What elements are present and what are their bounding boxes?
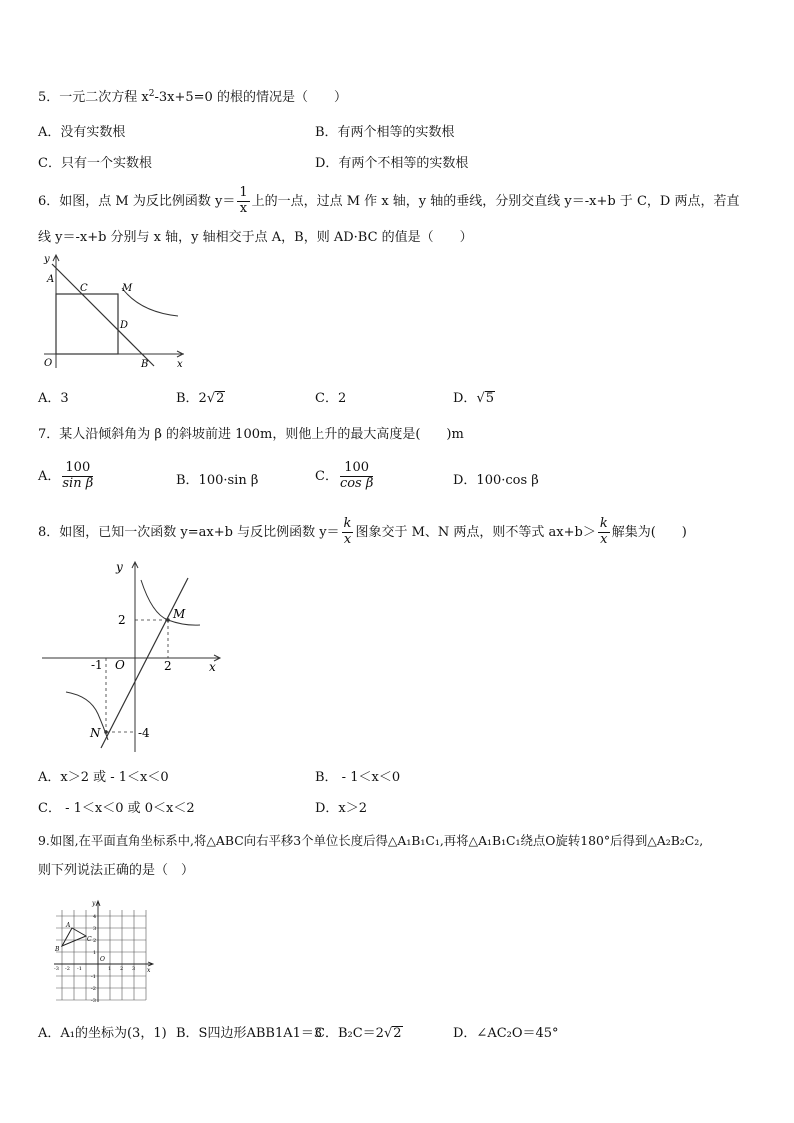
- svg-text:-1: -1: [91, 974, 96, 980]
- q9-option-d: D．∠AC₂O＝45°: [453, 1026, 559, 1041]
- q8-option-a: A．x＞2 或 - 1＜x＜0: [38, 770, 169, 785]
- q9-stem-line1: 9.如图,在平面直角坐标系中,将△ABC向右平移3个单位长度后得△A₁B₁C₁,再将△A₁B₁C₁绕点O旋转180°后得到△A₂B₂C₂,: [38, 833, 704, 848]
- q7-option-a: A． $\frac{100}{\text{sin β}}$: [38, 460, 94, 491]
- svg-text:1: 1: [108, 966, 112, 972]
- q8-label-o: O: [115, 658, 125, 672]
- svg-text:4: 4: [93, 914, 97, 920]
- q9-label-c: C: [87, 936, 92, 943]
- q6-option-c: C．2: [315, 391, 347, 406]
- q7-option-c: C． $\frac{100}{\text{cos β}}$: [315, 460, 374, 491]
- q6-label-a: A: [47, 274, 55, 285]
- q6-stem: 6．如图，点 M 为反比例函数 y＝ $\frac{1}{x}$ 上的一点，过点 M 作 x 轴，y 轴的垂线，分别交直线 y＝-x+b 于 C，D 两点，若直: [38, 185, 740, 216]
- q6-label-c: C: [80, 283, 88, 294]
- q9-x-ticks: [54, 966, 135, 972]
- svg-text:3: 3: [132, 966, 136, 972]
- q8-hyperbola-upper: [141, 580, 200, 625]
- svg-text:-3: -3: [91, 998, 96, 1004]
- q9-label-y: y: [92, 900, 96, 907]
- q8-label-2y: 2: [118, 613, 126, 627]
- q7-stem: 7．某人沿倾斜角为 β 的斜坡前进 100m，则他上升的最大高度是( )m: [38, 427, 464, 442]
- svg-text:3: 3: [93, 926, 97, 932]
- q6-label-o: O: [44, 358, 53, 369]
- q6-line-ab: [52, 264, 154, 366]
- q8-label-x: x: [209, 660, 216, 674]
- q9-label-x: x: [147, 967, 151, 974]
- q6-label-b: B: [141, 359, 149, 370]
- q5-option-d: D．有两个不相等的实数根: [315, 156, 469, 171]
- q6-label-m: M: [122, 283, 133, 294]
- q8-point-m: [166, 618, 170, 622]
- q8-label-m: M: [173, 607, 186, 621]
- svg-text:-2: -2: [65, 966, 70, 972]
- q9-figure: [50, 896, 156, 1006]
- q6-fraction: $\frac{1}{x}$: [239, 185, 248, 216]
- svg-text:-1: -1: [77, 966, 82, 972]
- svg-text:-2: -2: [91, 986, 96, 992]
- q9-y-ticks: [91, 914, 96, 1004]
- q6-label-d: D: [120, 320, 129, 331]
- q8-point-n: [104, 730, 108, 734]
- q5-option-a: A．没有实数根: [38, 125, 126, 140]
- q8-label-n: N: [90, 726, 101, 740]
- q5-option-b: B．有两个相等的实数根: [315, 125, 455, 140]
- q6-figure: [36, 250, 186, 374]
- q9-stem-line2: 则下列说法正确的是（ ）: [38, 863, 195, 878]
- svg-text:2: 2: [120, 966, 124, 972]
- q8-label-y: y: [116, 560, 123, 574]
- sqrt-icon: √: [383, 1026, 393, 1041]
- q8-label-neg4: -4: [138, 726, 150, 740]
- q9-label-a: A: [66, 922, 71, 929]
- svg-text:1: 1: [93, 950, 97, 956]
- q8-axes: [42, 562, 220, 752]
- q6-option-d: D．√5: [453, 391, 495, 406]
- q6-option-a: A．3: [38, 391, 69, 406]
- q5-stem: 5．一元二次方程 $x^2-3x+5=0$ 的根的情况是（ ）: [38, 89, 347, 105]
- q6-label-y: y: [44, 254, 50, 265]
- sqrt-icon: √: [206, 391, 216, 406]
- q8-stem: 8．如图，已知一次函数 y=ax+b 与反比例函数 y＝ $\frac{k}{x}$ 图象交于 M、N 两点，则不等式 ax+b＞ $\frac{k}{x}$ 解集为( ): [38, 516, 687, 547]
- q6-option-b: B．2√2: [176, 391, 225, 406]
- q7-option-d: D．100·cos β: [453, 473, 539, 488]
- q8-dashed-guides: [106, 620, 168, 732]
- q6-label-x: x: [177, 359, 183, 370]
- svg-text:-3: -3: [54, 966, 59, 972]
- q8-label-neg1: -1: [91, 658, 103, 672]
- q7-option-b: B．100·sin β: [176, 473, 259, 488]
- q8-option-d: D．x＞2: [315, 801, 368, 816]
- q8-option-c: C． - 1＜x＜0 或 0＜x＜2: [38, 801, 195, 816]
- q8-hyperbola-lower: [66, 692, 108, 740]
- q8-label-2x: 2: [164, 659, 172, 673]
- q9-option-c: C．B₂C＝2√2: [315, 1026, 402, 1041]
- q5-option-c: C．只有一个实数根: [38, 156, 152, 171]
- q9-label-b: B: [55, 946, 60, 953]
- q8-option-b: B． - 1＜x＜0: [315, 770, 401, 785]
- svg-text:2: 2: [93, 938, 97, 944]
- sqrt-icon: √: [476, 391, 485, 406]
- q6-axes: [44, 255, 184, 368]
- q9-option-b: B．S四边形ABB1A1＝3: [176, 1026, 323, 1041]
- q8-figure: [38, 556, 228, 756]
- q9-option-a: A．A₁的坐标为(3，1): [38, 1026, 167, 1041]
- q6-rectangle: [56, 294, 118, 354]
- q6-stem-line2: 线 y＝-x+b 分别与 x 轴，y 轴相交于点 A，B，则 AD·BC 的值是（ ）: [38, 230, 473, 245]
- q9-label-o: O: [100, 956, 105, 963]
